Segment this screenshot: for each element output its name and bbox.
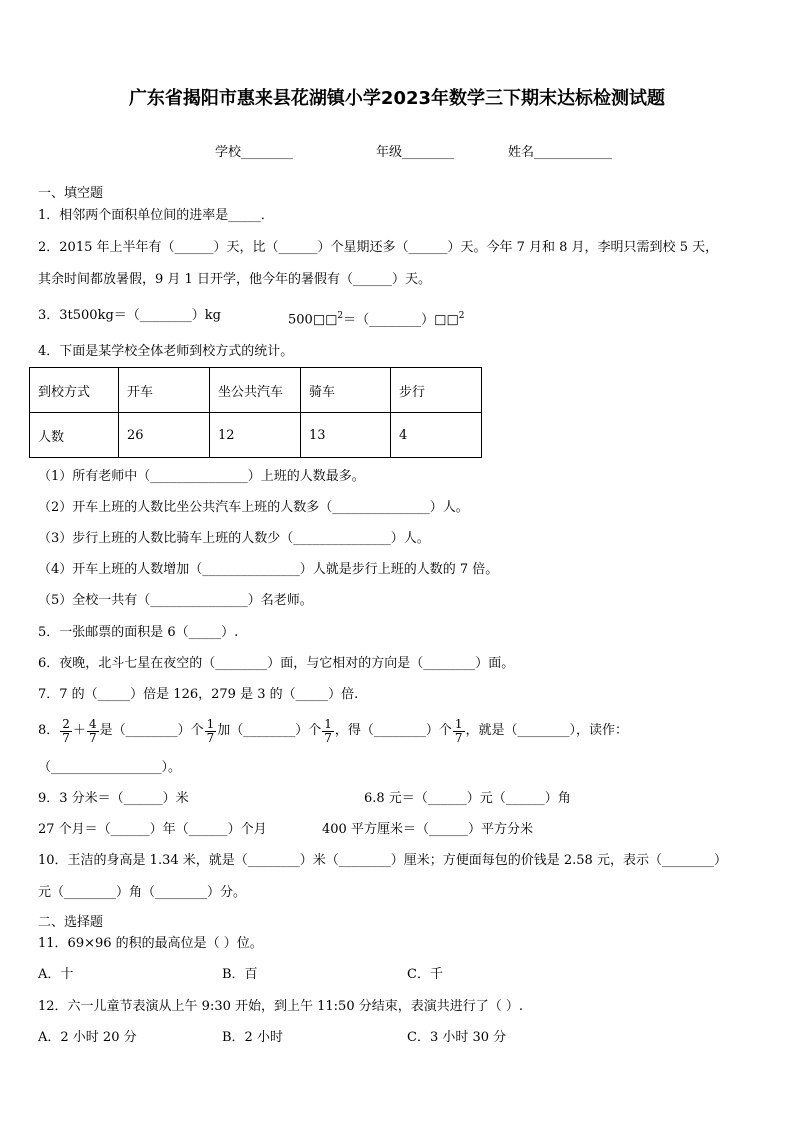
section-multiple-choice: 二、选择题 bbox=[38, 915, 104, 930]
question-7: 7．7 的（_____）倍是 126，279 是 3 的（_____）倍. bbox=[38, 687, 359, 702]
question-10-line-1: 10．王洁的身高是 1.34 米，就是（________）米（________）厘米；方便面每包的价钱是 2.58 元，表示（________） bbox=[38, 853, 727, 868]
question-4-sub-4: （4）开车上班的人数增加（_______________）人就是步行上班的人数的 7 倍。 bbox=[38, 562, 499, 577]
page-title: 广东省揭阳市惠来县花湖镇小学2023年数学三下期末达标检测试题 bbox=[128, 88, 666, 109]
section-fill-in: 一、填空题 bbox=[38, 186, 104, 201]
fraction-denominator: 7 bbox=[206, 730, 215, 745]
fraction-numerator: 4 bbox=[88, 716, 97, 731]
fraction bbox=[453, 718, 465, 745]
fraction bbox=[87, 718, 99, 745]
q8-text-4: ，就是（________），读作： bbox=[465, 723, 629, 738]
question-9-c: 27 个月＝（______）年（______）个月 bbox=[38, 822, 267, 837]
fraction-numerator: 2 bbox=[62, 716, 70, 731]
table-cell: 到校方式 bbox=[30, 368, 119, 413]
commute-table bbox=[29, 367, 482, 458]
fraction-numerator: 1 bbox=[454, 716, 463, 731]
plus-sign: ＋ bbox=[72, 723, 86, 738]
q12-option-b[interactable]: B．2 小时 bbox=[222, 1030, 283, 1045]
question-5: 5．一张邮票的面积是 6（_____）. bbox=[38, 625, 239, 640]
question-4-stem: 4．下面是某学校全体老师到校方式的统计。 bbox=[38, 344, 294, 359]
table-cell: 13 bbox=[301, 413, 391, 458]
school-field[interactable]: 学校________ bbox=[215, 145, 294, 160]
question-4-sub-3: （3）步行上班的人数比骑车上班的人数少（_______________）人。 bbox=[38, 531, 430, 546]
table-cell: 步行 bbox=[391, 368, 482, 413]
fraction-numerator: 1 bbox=[206, 716, 215, 731]
table-cell: 12 bbox=[210, 413, 301, 458]
q3-blank: ＝（________） bbox=[343, 312, 435, 328]
q3-sup: 2 bbox=[337, 311, 344, 321]
question-12: 12．六一儿童节表演从上午 9:30 开始，到上午 11:50 分结束，表演共进行了（ ）. bbox=[38, 999, 523, 1014]
name-field[interactable]: 姓名____________ bbox=[508, 145, 613, 160]
table-cell: 4 bbox=[391, 413, 482, 458]
fraction-numerator: 1 bbox=[324, 716, 332, 731]
table-cell: 26 bbox=[119, 413, 210, 458]
question-3-right bbox=[288, 308, 464, 328]
fraction bbox=[60, 718, 72, 745]
question-9-b: 6.8 元＝（______）元（______）角 bbox=[364, 791, 571, 806]
table-row bbox=[30, 413, 482, 458]
table-cell: 坐公共汽车 bbox=[210, 368, 301, 413]
question-4-sub-1: （1）所有老师中（_______________）上班的人数最多。 bbox=[38, 469, 365, 484]
q11-option-a[interactable]: A．十 bbox=[38, 967, 74, 982]
table-cell: 骑车 bbox=[301, 368, 391, 413]
question-9-a: 9．3 分米＝（______）米 bbox=[38, 791, 189, 806]
q3-unit-glyph-2: □□ bbox=[434, 312, 459, 328]
table-cell: 开车 bbox=[119, 368, 210, 413]
question-8-line-2: （_________________）。 bbox=[38, 760, 182, 775]
q3-sup-2: 2 bbox=[458, 311, 465, 321]
q11-option-b[interactable]: B．百 bbox=[222, 967, 258, 982]
q8-text-2: 加（________）个 bbox=[217, 723, 322, 738]
table-header-row bbox=[30, 368, 482, 413]
question-4-sub-5: （5）全校一共有（_______________）名老师。 bbox=[38, 593, 313, 608]
q11-option-c[interactable]: C．千 bbox=[407, 967, 443, 982]
fraction bbox=[205, 718, 217, 745]
question-1: 1．相邻两个面积单位间的进率是_____． bbox=[38, 208, 274, 223]
fraction-denominator: 7 bbox=[88, 730, 97, 745]
q8-label: 8． bbox=[38, 723, 60, 738]
q12-option-c[interactable]: C．3 小时 30 分 bbox=[407, 1030, 507, 1045]
fraction-denominator: 7 bbox=[454, 730, 463, 745]
q12-option-a[interactable]: A．2 小时 20 分 bbox=[38, 1030, 137, 1045]
question-2-line-1: 2．2015 年上半年有（______）天，比（______）个星期还多（______）天。今年 7 月和 8 月，李明只需到校 5 天， bbox=[38, 240, 719, 255]
question-6: 6．夜晚，北斗七星在夜空的（________）面，与它相对的方向是（________）面。 bbox=[38, 656, 515, 671]
table-cell: 人数 bbox=[30, 413, 119, 458]
question-4-sub-2: （2）开车上班的人数比坐公共汽车上班的人数多（_______________）人。 bbox=[38, 500, 469, 515]
grade-field[interactable]: 年级________ bbox=[376, 145, 455, 160]
question-2-line-2: 其余时间都放暑假，9 月 1 日开学，他今年的暑假有（______）天。 bbox=[38, 272, 431, 287]
fraction-denominator: 7 bbox=[324, 730, 332, 745]
q8-text-1: 是（________）个 bbox=[99, 723, 204, 738]
question-8-line-1 bbox=[38, 713, 628, 749]
q8-text-3: ，得（________）个 bbox=[334, 723, 452, 738]
question-9-d: 400 平方厘米＝（______）平方分米 bbox=[322, 822, 533, 837]
q3-value: 500 bbox=[288, 312, 313, 328]
fraction bbox=[322, 718, 334, 745]
question-10-line-2: 元（________）角（________）分。 bbox=[38, 885, 247, 900]
question-3-left: 3．3t500kg＝（________）kg bbox=[38, 308, 221, 323]
fraction-denominator: 7 bbox=[62, 730, 70, 745]
question-11: 11．69×96 的积的最高位是（ ）位。 bbox=[38, 936, 263, 951]
q3-unit-glyph: □□ bbox=[312, 312, 338, 328]
